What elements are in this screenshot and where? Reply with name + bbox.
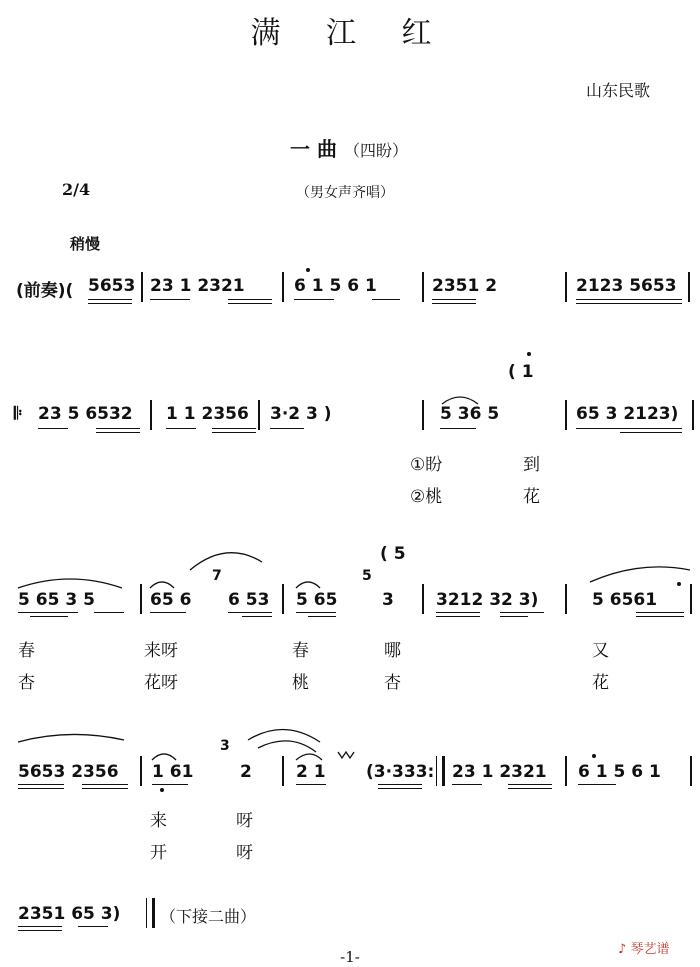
measure: 23 5 6532	[38, 404, 133, 424]
lyric: 呀	[236, 811, 253, 831]
page-number: -1-	[340, 948, 360, 966]
grace-note: 7	[212, 568, 222, 584]
measure: 5653 2356	[18, 762, 119, 782]
section-name: 一 曲	[290, 137, 337, 161]
repeat-end: (3·333:	[366, 762, 435, 782]
measure: 6 53	[228, 590, 270, 610]
lyric: 桃	[292, 673, 309, 693]
alternate-ending: ( 5	[380, 544, 406, 564]
measure: 2123 5653	[576, 276, 677, 296]
lyric: 杏	[384, 673, 401, 693]
slur	[296, 754, 322, 760]
measure: 23 1 2321	[150, 276, 245, 296]
measure: 3·2 3 )	[270, 404, 332, 424]
slur	[248, 729, 320, 742]
measure: 1 1 2356	[166, 404, 249, 424]
repeat-start: 𝄆	[14, 404, 23, 424]
intro-label: (前奏)(	[16, 281, 74, 301]
measure: 2351 65 3)	[18, 904, 121, 924]
lyric: 花呀	[144, 673, 178, 693]
lyric: 到	[523, 455, 540, 475]
slur	[296, 582, 320, 588]
time-signature: 2/4	[62, 180, 91, 199]
grace-note: 3	[220, 738, 230, 754]
section-subtitle: （四盼）	[343, 141, 408, 160]
measure: 1 61	[152, 762, 194, 782]
measure: 2351 2	[432, 276, 498, 296]
watermark-text: 琴艺谱	[630, 942, 670, 957]
slur	[190, 553, 262, 570]
measure: 3212 32 3)	[436, 590, 539, 610]
measure: 5 36 5	[440, 404, 500, 424]
measure: 5653	[88, 276, 136, 296]
measure: 5 6561	[592, 590, 658, 610]
watermark-logo-icon: ♪	[618, 942, 627, 957]
measure: 6 1 5 6 1	[294, 276, 377, 296]
lyric: 来	[150, 811, 167, 831]
measure: 6 1 5 6 1	[578, 762, 661, 782]
slur	[590, 567, 690, 582]
lyric: 开	[150, 843, 167, 863]
slur	[442, 397, 478, 404]
voice-indication: （男女声齐唱）	[296, 185, 394, 201]
tempo-marking: 稍慢	[70, 235, 101, 253]
song-origin: 山东民歌	[586, 81, 651, 100]
slur	[18, 579, 122, 588]
mordent	[338, 752, 354, 758]
slur	[258, 741, 316, 752]
lyric: ②桃	[410, 487, 443, 507]
measure: 5 65	[296, 590, 338, 610]
watermark	[618, 938, 669, 957]
lyric: ①盼	[410, 455, 443, 475]
song-title: 满 江 红	[250, 16, 450, 51]
alternate-ending: ( 1	[508, 362, 534, 382]
lyric: 呀	[236, 843, 253, 863]
measure: 23 1 2321	[452, 762, 547, 782]
lyric: 哪	[384, 641, 401, 661]
slur	[150, 582, 174, 588]
lyric: 春	[18, 641, 35, 661]
measure: 2	[240, 762, 252, 782]
lyric: 花	[592, 673, 609, 693]
measure: 2 1	[296, 762, 326, 782]
lyric: 来呀	[144, 641, 178, 661]
measure: 65 6	[150, 590, 192, 610]
slur	[18, 734, 124, 742]
lyric: 杏	[18, 673, 35, 693]
measure: 65 3 2123)	[576, 404, 679, 424]
continuation-note: （下接二曲）	[160, 907, 257, 926]
grace-note: 5	[362, 568, 372, 584]
lyric: 春	[292, 641, 309, 661]
lyric: 花	[523, 487, 540, 507]
measure: 5 65 3 5	[18, 590, 95, 610]
lyric: 又	[592, 641, 609, 661]
measure: 3	[382, 590, 394, 610]
slur	[152, 754, 176, 760]
